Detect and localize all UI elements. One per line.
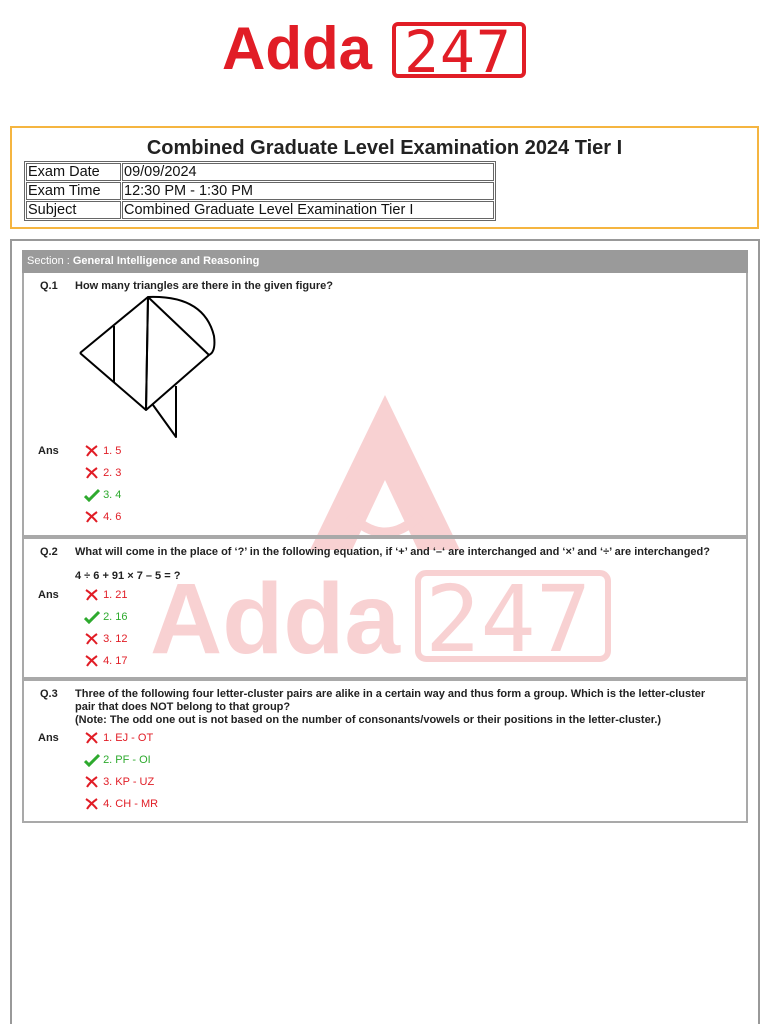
option-label: 4. 6 (103, 511, 122, 524)
svg-text:Adda: Adda (150, 563, 400, 665)
logo-box (392, 18, 526, 86)
cross-icon (84, 466, 100, 480)
question-block-3 (22, 679, 748, 823)
logo-box-text: 247 (404, 18, 512, 86)
option-4 (84, 797, 158, 811)
table-row (26, 182, 494, 200)
option-label: 1. 21 (103, 589, 128, 602)
option-2 (84, 753, 151, 767)
exam-date-label: Exam Date (26, 163, 121, 181)
option-label: 1. EJ - OT (103, 732, 154, 745)
question-block-1 (22, 273, 748, 537)
cross-icon (84, 510, 100, 524)
option-label: 1. 5 (103, 445, 122, 458)
answer-label: Ans (38, 732, 59, 744)
question-text-line-2: pair that does NOT belong to that group? (75, 701, 291, 713)
option-4 (84, 510, 121, 524)
adda247-logo (222, 15, 526, 86)
question-text: How many triangles are there in the given figure? (75, 280, 333, 292)
option-3 (84, 488, 121, 502)
option-2 (84, 466, 121, 480)
option-label: 3. 4 (103, 489, 122, 502)
section-name: General Intelligence and Reasoning (72, 255, 260, 267)
cross-icon (84, 588, 100, 602)
question-text-line-1: Three of the following four letter-cluster pairs are alike in a certain way and thus form a group. Which is the letter-cluster (75, 688, 706, 700)
question-number: Q.3 (40, 688, 58, 700)
exam-title: Combined Graduate Level Examination 2024 Tier I (146, 137, 623, 159)
option-1 (84, 588, 128, 602)
triangle-figure (76, 293, 221, 441)
option-1 (84, 731, 153, 745)
cross-icon (84, 797, 100, 811)
section-prefix: Section : (27, 255, 73, 267)
question-text-line-3: (Note: The odd one out is not based on the number of consonants/vowels or their positions in the letter-cluster.) (75, 714, 662, 726)
option-label: 4. 17 (103, 655, 128, 668)
section-header (22, 250, 748, 273)
option-label: 2. PF - OI (103, 754, 151, 767)
cross-icon (84, 731, 100, 745)
option-label: 2. 16 (103, 611, 128, 624)
question-number: Q.1 (40, 280, 58, 292)
question-equation: 4 ÷ 6 + 91 × 7 – 5 = ? (75, 570, 181, 582)
cross-icon (84, 775, 100, 789)
option-3 (84, 775, 154, 789)
exam-info-table (24, 161, 496, 221)
check-icon (84, 753, 100, 767)
option-label: 4. CH - MR (103, 798, 159, 811)
logo-text: Adda (222, 15, 372, 82)
svg-text:247: 247 (425, 566, 592, 665)
option-label: 3. 12 (103, 633, 128, 646)
question-number: Q.2 (40, 546, 58, 558)
option-1 (84, 444, 121, 458)
cross-icon (84, 632, 100, 646)
table-row (26, 163, 494, 181)
answer-label: Ans (38, 445, 59, 457)
check-icon (84, 488, 100, 502)
exam-time-label: Exam Time (26, 182, 121, 200)
option-3 (84, 632, 128, 646)
check-icon (84, 610, 100, 624)
table-row (26, 201, 494, 219)
subject-label: Subject (26, 201, 121, 219)
exam-info-box (10, 126, 759, 229)
question-block-2 (22, 537, 748, 679)
cross-icon (84, 444, 100, 458)
exam-time-value: 12:30 PM - 1:30 PM (122, 182, 494, 200)
option-label: 2. 3 (103, 467, 122, 480)
option-label: 3. KP - UZ (103, 776, 155, 789)
answer-label: Ans (38, 589, 59, 601)
question-text: What will come in the place of ‘?’ in the following equation, if ‘+’ and ‘–‘ are interchanged and ‘×’ and ‘÷’ are interchanged? (75, 546, 710, 558)
option-2 (84, 610, 128, 624)
option-4 (84, 654, 128, 668)
cross-icon (84, 654, 100, 668)
exam-date-value: 09/09/2024 (122, 163, 494, 181)
subject-value: Combined Graduate Level Examination Tier I (122, 201, 494, 219)
